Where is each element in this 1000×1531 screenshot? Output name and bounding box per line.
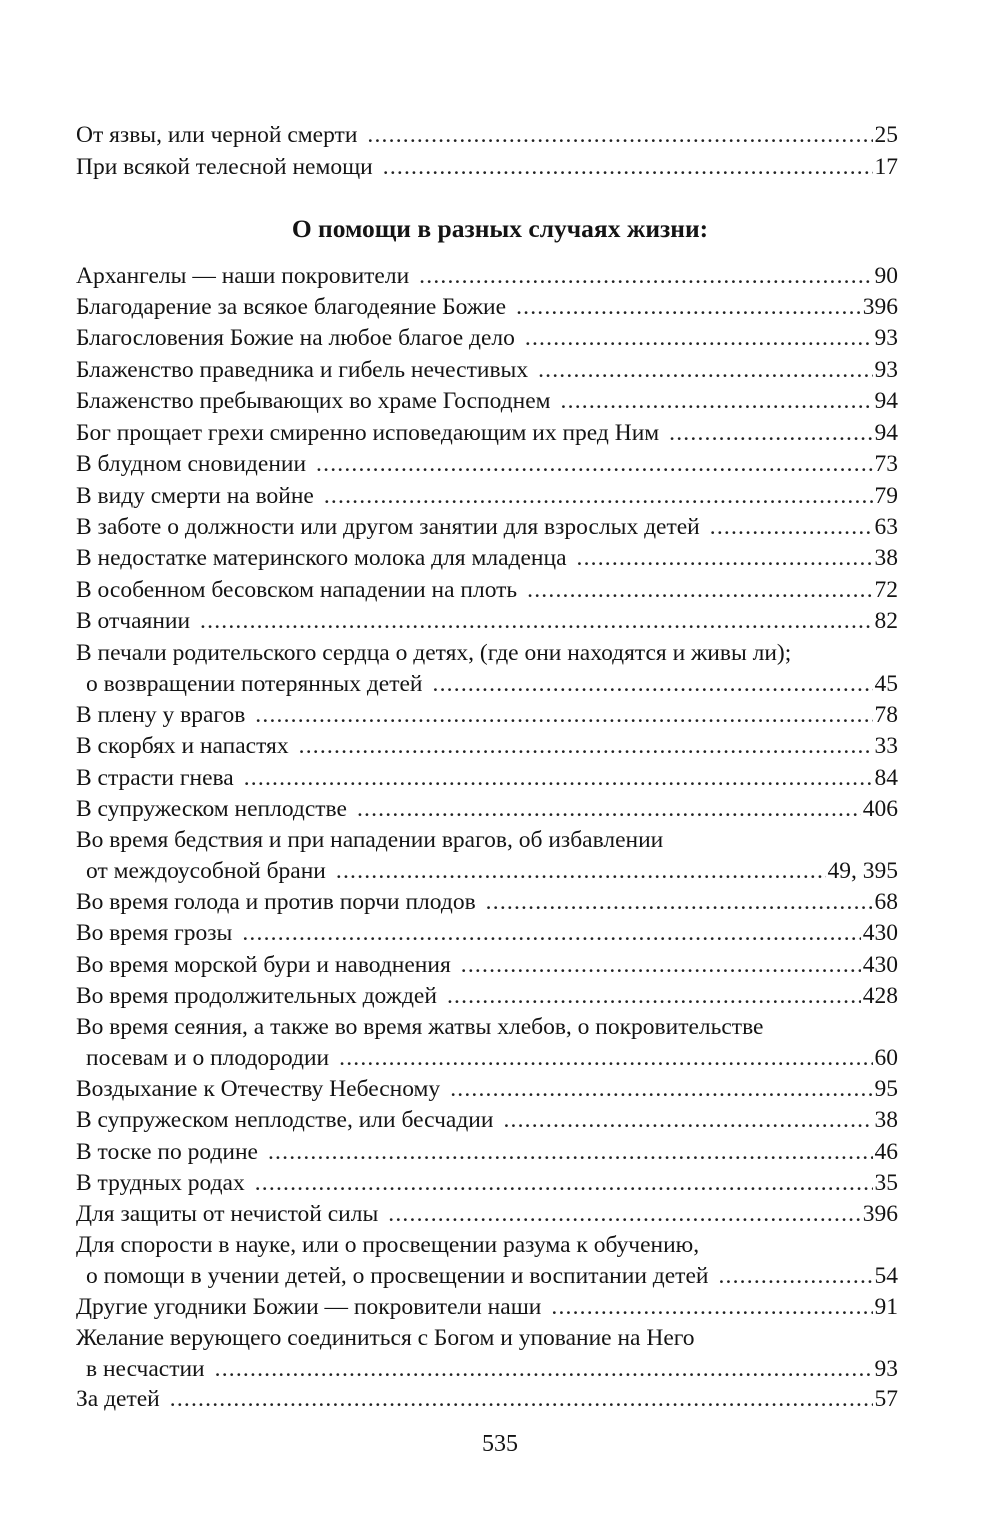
dot-leader: [316, 449, 872, 479]
dot-leader: [503, 1105, 872, 1135]
toc-entry-title: В блудном сновидении: [76, 451, 307, 477]
toc-entry-title: В трудных родах: [76, 1170, 245, 1196]
toc-entry-title: Во время бедствия и при нападении врагов, об избавлении: [76, 827, 664, 853]
dot-leader: [669, 418, 872, 448]
toc-entry: [76, 700, 898, 730]
toc-entry-title: В заботе о должности или другом занятии для взрослых детей: [76, 514, 700, 540]
toc-entry-title: От язвы, или черной смерти: [76, 122, 358, 148]
toc-entry-page: 93: [874, 357, 898, 383]
toc-entry-page: 45: [874, 671, 898, 697]
toc-entry-title: Благодарение за всякое благодеяние Божие: [76, 294, 507, 320]
toc-entry-title: В печали родительского сердца о детях, (где они находятся и живы ли);: [76, 640, 792, 666]
toc-entry-page: 94: [874, 388, 898, 414]
toc-entry: [76, 606, 898, 636]
toc-entry-page: 93: [874, 325, 898, 351]
toc-entry-title: Другие угодники Божии — покровители наши: [76, 1294, 542, 1320]
toc-entry-title: В плену у врагов: [76, 702, 246, 728]
dot-leader: [383, 152, 873, 182]
dot-leader: [486, 887, 873, 917]
dot-leader: [718, 1261, 872, 1291]
toc-entry: [76, 731, 898, 761]
toc-entry-title: В тоске по родине: [76, 1139, 258, 1165]
toc-entry-title: Во время морской бури и наводнения: [76, 952, 451, 978]
toc-entry: [76, 981, 898, 1011]
toc-entry: [76, 794, 898, 824]
dot-leader: [447, 981, 861, 1011]
dot-leader: [268, 1137, 873, 1167]
toc-entry-page: 430: [862, 920, 898, 946]
toc-entry-page: 84: [874, 765, 898, 791]
toc-entry-page: 95: [874, 1076, 898, 1102]
dot-leader: [244, 763, 873, 793]
toc-entry: [76, 543, 898, 573]
toc-entry-title: Благословения Божие на любое благое дело: [76, 325, 515, 351]
dot-leader: [388, 1199, 860, 1229]
dot-leader: [516, 292, 861, 322]
toc-entry-continuation: в несчастии: [86, 1356, 205, 1382]
toc-entry-page: 33: [874, 733, 898, 759]
dot-leader: [255, 1168, 873, 1198]
toc-entry-title: Воздыхание к Отечеству Небесному: [76, 1076, 441, 1102]
toc-entry-title: В скорбях и напастях: [76, 733, 289, 759]
toc-entry: [76, 1137, 898, 1167]
dot-leader: [561, 386, 873, 416]
toc-entry: [76, 1199, 898, 1229]
dot-leader: [336, 856, 826, 886]
toc-entry-page: 68: [874, 889, 898, 915]
toc-entry: [86, 1043, 898, 1073]
toc-entry-page: 428: [862, 983, 898, 1009]
toc-entry-page: 38: [874, 1107, 898, 1133]
toc-entry: [76, 575, 898, 605]
toc-entry: [76, 1168, 898, 1198]
toc-entry: [76, 355, 898, 385]
toc-entry-page: 78: [874, 702, 898, 728]
dot-leader: [419, 261, 872, 291]
toc-entry-page: 25: [874, 122, 898, 148]
toc-entry: [76, 386, 898, 416]
toc-entry-title: Бог прощает грехи смиренно исповедающим их пред Ним: [76, 420, 660, 446]
toc-entry-continuation: посевам и о плодородии: [86, 1045, 330, 1071]
toc-entry-page: 46: [874, 1139, 898, 1165]
toc-entry-page: 94: [874, 420, 898, 446]
toc-entry: [76, 481, 898, 511]
toc-entry-page: 72: [874, 577, 898, 603]
toc-entry: [76, 887, 898, 917]
toc-entry: [76, 918, 898, 948]
toc-entry-title: За детей: [76, 1386, 160, 1412]
toc-entry: [86, 1261, 898, 1291]
toc-entry-page: 63: [874, 514, 898, 540]
dot-leader: [255, 700, 872, 730]
toc-entry: [76, 152, 898, 182]
toc-entry-title: В страсти гнева: [76, 765, 234, 791]
toc-entry: [86, 669, 898, 699]
dot-leader: [170, 1384, 873, 1414]
toc-entry: [76, 763, 898, 793]
dot-leader: [525, 323, 873, 353]
toc-entry: [76, 323, 898, 353]
toc-entry-title: Архангелы — наши покровители: [76, 263, 410, 289]
toc-entry-page: 90: [874, 263, 898, 289]
toc-entry-page: 82: [874, 608, 898, 634]
toc-entry-title: В виду смерти на войне: [76, 483, 314, 509]
toc-entry-title: В супружеском неплодстве, или бесчадии: [76, 1107, 494, 1133]
toc-entry: [86, 856, 898, 886]
dot-leader: [710, 512, 873, 542]
toc-entry: [76, 1292, 898, 1322]
toc-entry-continuation: о помощи в учении детей, о просвещении и воспитании детей: [86, 1263, 709, 1289]
toc-entry: [76, 261, 898, 291]
toc-entry-page: 38: [874, 545, 898, 571]
dot-leader: [367, 120, 872, 150]
toc-entry: [76, 512, 898, 542]
dot-leader: [339, 1043, 872, 1073]
toc-entry-page: 60: [874, 1045, 898, 1071]
toc-entry: [76, 1074, 898, 1104]
toc-entry-title: Во время сеяния, а также во время жатвы хлебов, о покровительстве: [76, 1014, 764, 1040]
dot-leader: [450, 1074, 872, 1104]
toc-entry-page: 57: [874, 1386, 898, 1412]
toc-entry: [76, 1105, 898, 1135]
toc-entry-title: Для спорости в науке, или о просвещении разума к обучению,: [76, 1232, 700, 1258]
toc-entry-title: Во время голода и против порчи плодов: [76, 889, 476, 915]
dot-leader: [299, 731, 873, 761]
dot-leader: [538, 355, 872, 385]
toc-entry-page: 91: [874, 1294, 898, 1320]
dot-leader: [215, 1354, 873, 1384]
dot-leader: [357, 794, 861, 824]
toc-entry-page: 396: [862, 1201, 898, 1227]
toc-entry-page: 396: [862, 294, 898, 320]
toc-entry-title: Во время грозы: [76, 920, 233, 946]
toc-entry-title: Во время продолжительных дождей: [76, 983, 437, 1009]
toc-entry-title: В супружеском неплодстве: [76, 796, 347, 822]
toc-entry: [76, 1384, 898, 1414]
toc-entry-title: Желание верующего соединиться с Богом и упование на Него: [76, 1325, 695, 1351]
toc-entry-continuation: о возвращении потерянных детей: [86, 671, 423, 697]
toc-entry-first-line: [76, 825, 898, 855]
toc-entry: [76, 449, 898, 479]
toc-entry-title: При всякой телесной немощи: [76, 154, 373, 180]
dot-leader: [527, 575, 872, 605]
toc-entry: [76, 418, 898, 448]
toc-entry-page: 406: [862, 796, 898, 822]
toc-entry-page: 49, 395: [827, 858, 898, 884]
page-number: 535: [482, 1431, 518, 1457]
dot-leader: [433, 669, 873, 699]
toc-entry-first-line: [76, 638, 898, 668]
toc-entry: [86, 1354, 898, 1384]
toc-entry-page: 73: [874, 451, 898, 477]
toc-entry-continuation: от междоусобной брани: [86, 858, 326, 884]
toc-entry-title: Для защиты от нечистой силы: [76, 1201, 379, 1227]
toc-entry-title: В отчаянии: [76, 608, 191, 634]
dot-leader: [461, 950, 861, 980]
toc-entry-page: 93: [874, 1356, 898, 1382]
toc-entry-page: 35: [874, 1170, 898, 1196]
dot-leader: [577, 543, 873, 573]
toc-entry-page: 79: [874, 483, 898, 509]
dot-leader: [242, 918, 860, 948]
toc-entry-page: 54: [874, 1263, 898, 1289]
dot-leader: [200, 606, 872, 636]
section-heading: О помощи в разных случаях жизни:: [291, 214, 709, 243]
toc-entry-title: В недостатке материнского молока для младенца: [76, 545, 567, 571]
toc-entry-title: В особенном бесовском нападении на плоть: [76, 577, 518, 603]
toc-entry-title: Блаженство пребывающих во храме Господнем: [76, 388, 551, 414]
dot-leader: [551, 1292, 872, 1322]
dot-leader: [324, 481, 873, 511]
toc-entry: [76, 950, 898, 980]
toc-entry-first-line: [76, 1012, 898, 1042]
toc-entry-title: Блаженство праведника и гибель нечестивых: [76, 357, 529, 383]
toc-entry-first-line: [76, 1323, 898, 1353]
toc-entry-page: 430: [862, 952, 898, 978]
toc-entry-first-line: [76, 1230, 898, 1260]
toc-entry: [76, 292, 898, 322]
toc-entry-page: 17: [874, 154, 898, 180]
toc-entry: [76, 120, 898, 150]
